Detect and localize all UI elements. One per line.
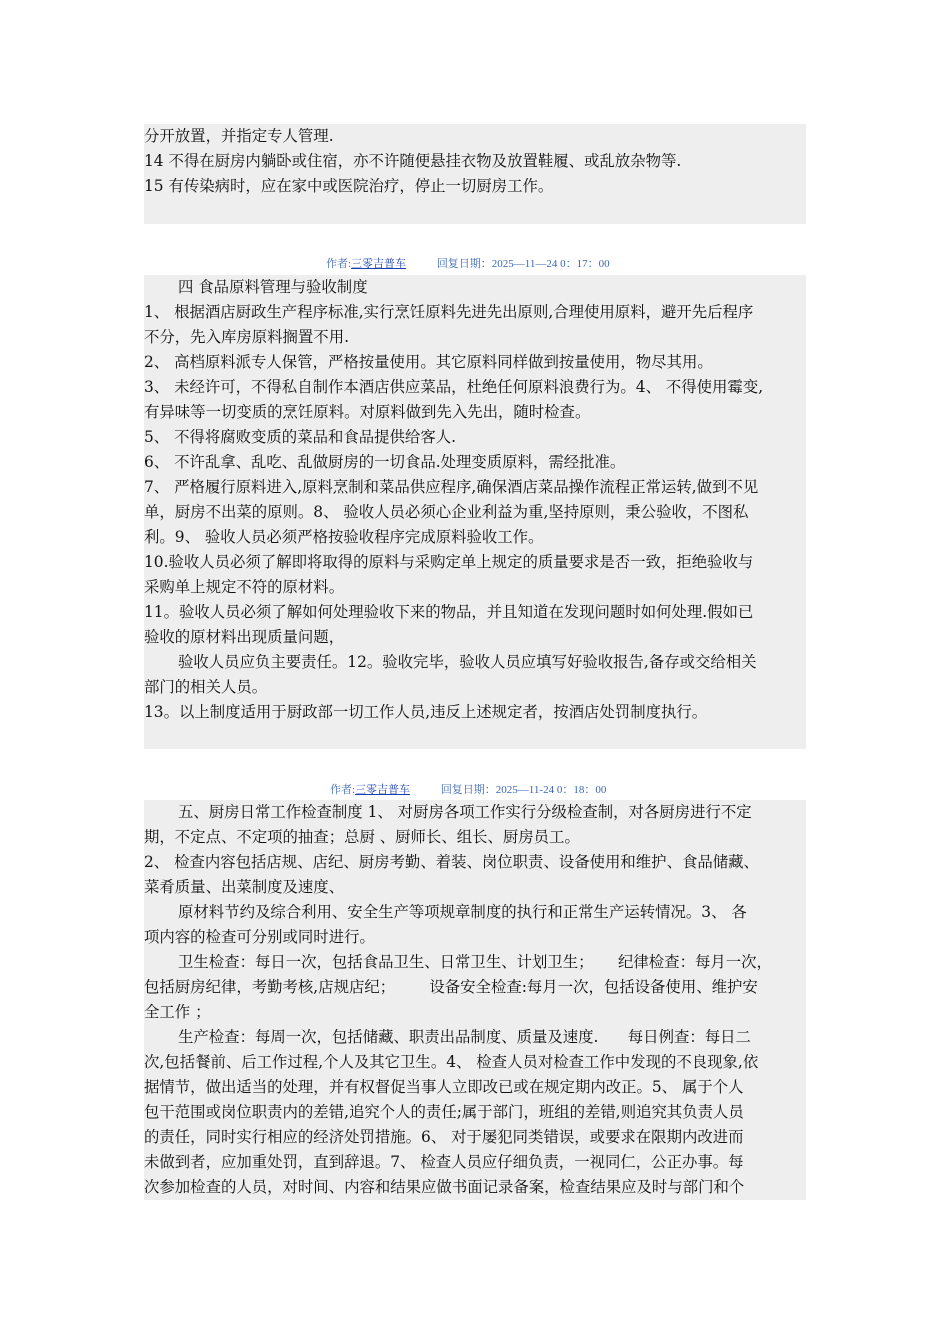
post3-line: 项内容的检查可分别或同时进行。 [144,928,375,946]
author-label: 作者: [326,258,352,270]
post-body-1 [144,124,806,224]
post2-line: 验收人员应负主要责任。12。验收完毕，验收人员应填写好验收报告,备存或交给相关 [178,653,757,671]
post2-line: 13。以上制度适用于厨政部一切工作人员,违反上述规定者，按酒店处罚制度执行。 [144,703,708,721]
post3-line: 据情节，做出适当的处理，并有权督促当事人立即改已或在规定期内改正。5、 属于个人 [144,1078,744,1096]
post3-line: 未做到者，应加重处罚，直到辞退。7、 检查人员应仔细负责，一视同仁，公正办事。每 [144,1153,744,1171]
post3-line: 的责任，同时实行相应的经济处罚措施。6、 对于屡犯同类错误，或要求在限期内改进而 [144,1128,744,1146]
reply-meta-2 [330,781,606,797]
post3-line: 生产检查：每周一次，包括储藏、职责出品制度、质量及速度. 每日例查：每日二 [178,1028,751,1046]
post3-line: 卫生检查：每日一次，包括食品卫生、日常卫生、计划卫生； 纪律检查：每月一次， [178,953,772,971]
post2-line: 有异味等一切变质的烹饪原料。对原料做到先入先出，随时检查。 [144,403,591,421]
post2-line: 单，厨房不出菜的原则。8、 验收人员必须心企业利益为重,坚持原则，秉公验收，不图私 [144,503,749,521]
reply-meta-1 [326,255,610,271]
post3-line: 原材料节约及综合利用、安全生产等项规章制度的执行和正常生产运转情况。3、 各 [178,903,747,921]
author-link[interactable]: 三零吉普车 [355,784,411,796]
post2-line: 不分，先入库房原料搁置不用. [144,328,349,346]
post2-line: 利。9、 验收人员必须严格按验收程序完成原料验收工作。 [144,528,544,546]
post1-line-2: 14 不得在厨房内躺卧或住宿，亦不许随便悬挂衣物及放置鞋履、或乱放杂物等. [144,152,682,170]
reply-date: 回复日期：2025—11-24 0：18：00 [440,784,607,796]
post2-line: 1、 根据酒店厨政生产程序标准,实行烹饪原料先进先出原则,合理使用原料，避开先后程序 [144,303,754,321]
post2-line: 部门的相关人员。 [144,678,268,696]
post3-line: 2、 检查内容包括店规、店纪、厨房考勤、着装、岗位职责、设备使用和维护、食品储藏、 [144,853,759,871]
post3-line: 次参加检查的人员，对时间、内容和结果应做书面记录备案，检查结果应及时与部门和个 [144,1178,745,1196]
post2-line: 采购单上规定不符的原材料。 [144,578,345,596]
post3-line: 包干范围或岗位职责内的差错,追究个人的责任;属于部门，班组的差错,则追究其负责人员 [144,1103,744,1121]
post1-line-1: 分开放置，并指定专人管理. [144,127,334,145]
post3-line: 菜肴质量、出菜制度及速度、 [144,878,345,896]
post-body-3 [144,800,806,1200]
post2-line: 11。验收人员必须了解如何处理验收下来的物品，并且知道在发现问题时如何处理.假如已 [144,603,754,621]
post3-line: 次,包括餐前、后工作过程,个人及其它卫生。4、 检查人员对检查工作中发现的不良现象,依 [144,1053,759,1071]
section-heading: 五、厨房日常工作检查制度 1、 对厨房各项工作实行分级检查制，对各厨房进行不定 [178,803,752,821]
post-body-2 [144,275,806,749]
post1-line-3: 15 有传染病时，应在家中或医院治疗，停止一切厨房工作。 [144,177,554,195]
post2-line: 验收的原材料出现质量问题， [144,628,345,646]
section-heading: 四 食品原料管理与验收制度 [178,278,368,296]
reply-date: 回复日期：2025—11—24 0：17：00 [436,258,610,270]
post3-line: 全工作 ； [144,1003,211,1021]
post3-line: 包括厨房纪律，考勤考核,店规店纪； 设备安全检查:每月一次，包括设备使用、维护安 [144,978,758,996]
post3-line: 期，不定点、不定项的抽查；总厨 、厨师长、组长、厨房员工。 [144,828,580,846]
post2-line: 10.验收人员必须了解即将取得的原料与采购定单上规定的质量要求是否一致，拒绝验收与 [144,553,754,571]
post2-line: 2、 高档原料派专人保管，严格按量使用。其它原料同样做到按量使用，物尽其用。 [144,353,713,371]
author-label: 作者: [330,784,356,796]
post2-line: 5、 不得将腐败变质的菜品和食品提供给客人. [144,428,456,446]
post2-line: 7、 严格履行原料进入,原料烹制和菜品供应程序,确保酒店菜品操作流程正常运转,做到不见 [144,478,759,496]
author-link[interactable]: 三零吉普车 [351,258,407,270]
post2-line: 3、 未经许可，不得私自制作本酒店供应菜品，杜绝任何原料浪费行为。4、 不得使用霉变, [144,378,764,396]
post2-line: 6、 不许乱拿、乱吃、乱做厨房的一切食品.处理变质原料，需经批准。 [144,453,626,471]
